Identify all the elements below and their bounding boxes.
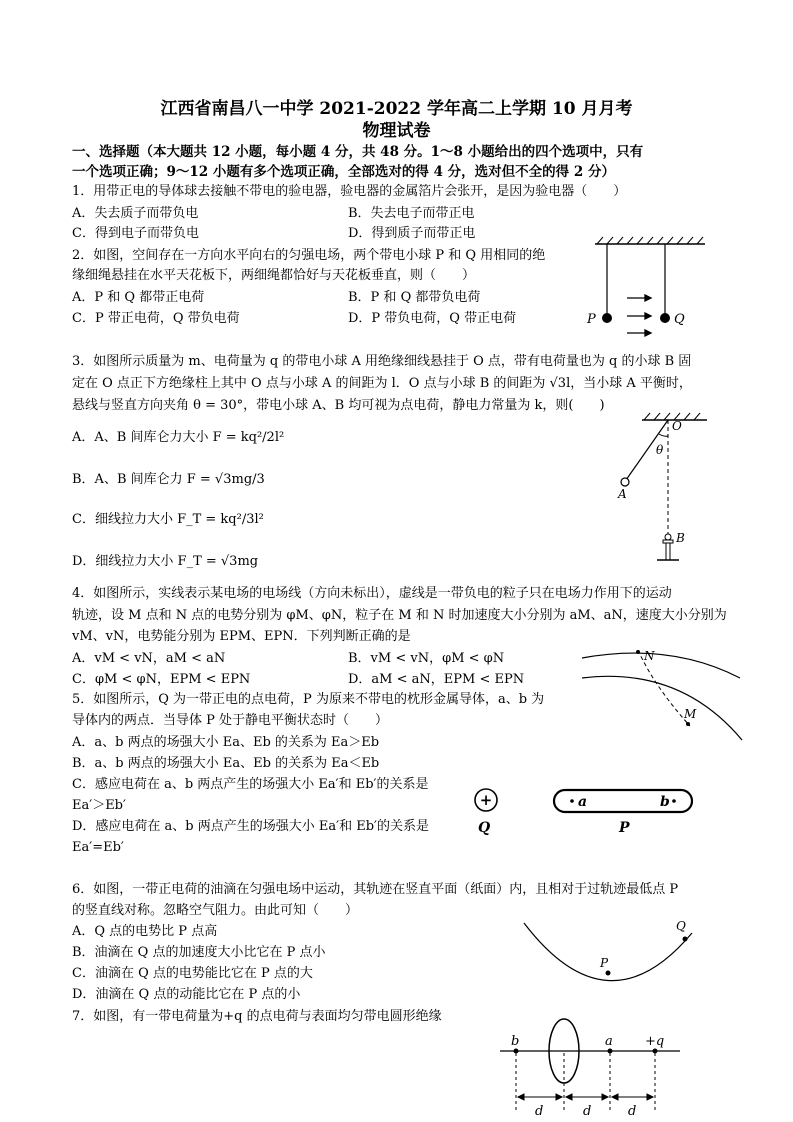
q3-option-a: A．A、B 间库仑力大小 F = kq²/2l² — [72, 430, 285, 445]
q3-figure — [612, 410, 712, 570]
q4-label-n: N — [644, 649, 655, 663]
q5-label-q: Q — [478, 820, 491, 836]
q2-option-c: C．P 带正电荷，Q 带负电荷 — [72, 311, 240, 326]
q5-option-b: B．a、b 两点的场强大小 Ea、Eb 的关系为 Ea＜Eb — [72, 756, 380, 771]
q3-stem-line1: 3．如图所示质量为 m、电荷量为 q 的带电小球 A 用绝缘细线悬挂于 O 点，带有电荷量也为 q 的小球 B 固 — [72, 354, 692, 369]
q7-label-d1: d — [535, 1104, 544, 1119]
q4-option-c: C．φM < φN，EPM < EPN — [72, 672, 251, 687]
q4-stem-line1: 4．如图所示，实线表示某电场的电场线（方向未标出），虚线是一带负电的粒子只在电场力作用下的运动 — [72, 586, 672, 601]
q1-option-d: D．得到质子而带正电 — [348, 226, 476, 241]
q6-label-q: Q — [676, 919, 686, 933]
q1-option-b: B．失去电子而带正电 — [348, 206, 475, 221]
q5-label-p: P — [619, 820, 630, 836]
q5-label-b: b — [660, 794, 670, 810]
section-heading-line1: 一、选择题（本大题共 12 小题，每小题 4 分，共 48 分。1～8 小题给出的四个选项中，只有 — [72, 144, 644, 160]
q2-stem-line1: 2．如图，空间存在一方向水平向右的匀强电场，两个带电小球 P 和 Q 用相同的绝 — [72, 248, 546, 263]
q3-option-d: D．细线拉力大小 F_T = √3mg — [72, 554, 259, 569]
q3-label-o: O — [672, 419, 682, 433]
q6-label-p: P — [600, 956, 609, 970]
q1-stem: 1．用带正电的导体球去接触不带电的验电器，验电器的金属箔片会张开，是因为验电器（ ） — [72, 184, 627, 199]
q5-plus-sign: + — [479, 791, 493, 809]
q7-label-d2: d — [583, 1104, 592, 1119]
q1-option-c: C．得到电子而带负电 — [72, 226, 199, 241]
q5-stem-line2: 导体内的两点．当导体 P 处于静电平衡状态时（ ） — [72, 713, 389, 728]
q4-stem-line3: vM、vN，电势能分别为 EPM、EPN．下列判断正确的是 — [72, 629, 411, 644]
q7-stem-line1: 7．如图，有一带电荷量为+q 的点电荷与表面均匀带电圆形绝缘 — [72, 1009, 442, 1024]
q3-label-theta: θ — [656, 443, 664, 457]
q3-label-b: B — [676, 531, 685, 545]
q2-label-p: P — [587, 312, 596, 327]
q3-option-b: B．A、B 间库仑力 F = √3mg/3 — [72, 472, 265, 487]
q4-figure — [570, 630, 750, 750]
q2-figure — [585, 236, 715, 336]
q7-label-q: +q — [645, 1034, 665, 1049]
q2-label-q: Q — [674, 312, 685, 327]
page-subtitle: 物理试卷 — [362, 121, 431, 141]
q5-option-a: A．a、b 两点的场强大小 Ea、Eb 的关系为 Ea＞Eb — [72, 735, 380, 750]
q6-option-c: C．油滴在 Q 点的电势能比它在 P 点的大 — [72, 966, 313, 981]
q4-option-a: A．vM < vN，aM < aN — [72, 651, 226, 666]
q7-label-b: b — [511, 1034, 520, 1049]
q2-option-b: B．P 和 Q 都带负电荷 — [348, 290, 481, 305]
q4-option-d: D．aM < aN，EPM < EPN — [348, 672, 525, 687]
q3-stem-line3: 悬线与竖直方向夹角 θ = 30°，带电小球 A、B 均可视为点电荷，静电力常量为 k，则( ) — [72, 398, 605, 413]
q4-stem-line2: 轨迹，设 M 点和 N 点的电势分别为 φM、φN，粒子在 M 和 N 时加速度大小分别为 aM、aN，速度大小分别为 — [72, 608, 727, 623]
q3-label-a: A — [618, 487, 627, 501]
q5-option-c-line1: C．感应电荷在 a、b 两点产生的场强大小 Ea′和 Eb′的关系是 — [72, 777, 429, 792]
q2-stem-line2: 缘细绳悬挂在水平天花板下，两细绳都恰好与天花板垂直，则（ ） — [72, 268, 476, 283]
q4-option-b: B．vM < vN，φM < φN — [348, 651, 505, 666]
q6-figure — [520, 915, 720, 1005]
q7-figure — [495, 1015, 695, 1120]
q5-option-d-line2: Ea′=Eb′ — [72, 840, 124, 855]
q7-label-a: a — [605, 1034, 613, 1049]
q6-stem-line2: 的竖直线对称。忽略空气阻力。由此可知（ ） — [72, 903, 359, 918]
q5-option-c-line2: Ea′＞Eb′ — [72, 798, 126, 813]
q6-option-d: D．油滴在 Q 点的动能比它在 P 点的小 — [72, 987, 301, 1002]
q7-label-d3: d — [628, 1104, 637, 1119]
q2-option-d: D．P 带负电荷，Q 带正电荷 — [348, 311, 517, 326]
page-title: 江西省南昌八一中学 2021-2022 学年高二上学期 10 月月考 — [160, 99, 633, 119]
q5-label-a: a — [578, 794, 588, 810]
q3-stem-line2: 定在 O 点正下方绝缘柱上其中 O 点与小球 A 的间距为 l．O 点与小球 B 的间距为 √3l，当小球 A 平衡时， — [72, 376, 692, 391]
q5-stem-line1: 5．如图所示，Q 为一带正电的点电荷，P 为原来不带电的枕形金属导体，a、b 为 — [72, 692, 545, 707]
q4-label-m: M — [684, 707, 697, 721]
q6-option-a: A．Q 点的电势比 P 点高 — [72, 924, 218, 939]
q6-stem-line1: 6．如图，一带正电荷的油滴在匀强电场中运动，其轨迹在竖直平面（纸面）内，且相对于过轨迹最低点 P — [72, 882, 679, 897]
q3-option-c: C．细线拉力大小 F_T = kq²/3l² — [72, 512, 264, 527]
section-heading-line2: 一个选项正确；9～12 小题有多个选项正确，全部选对的得 4 分，选对但不全的得 2 分） — [72, 164, 615, 180]
q5-figure — [466, 770, 706, 840]
q2-option-a: A．P 和 Q 都带正电荷 — [72, 290, 205, 305]
q6-option-b: B．油滴在 Q 点的加速度大小比它在 P 点小 — [72, 945, 326, 960]
q5-option-d-line1: D．感应电荷在 a、b 两点产生的场强大小 Ea′和 Eb′的关系是 — [72, 819, 429, 834]
q1-option-a: A．失去质子而带负电 — [72, 206, 199, 221]
